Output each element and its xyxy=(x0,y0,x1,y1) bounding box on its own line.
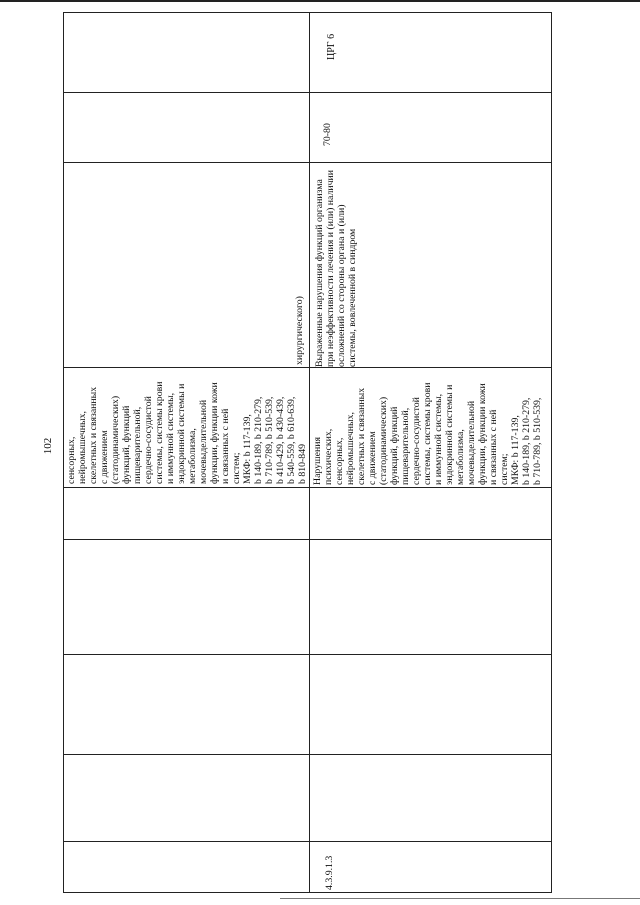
empty-cell xyxy=(64,755,310,842)
empty-cell xyxy=(310,655,552,755)
characteristic-bottom-text xyxy=(314,170,358,367)
impairments-cell-bottom xyxy=(310,368,552,488)
characteristic-line: системы, вовлеченной в синдром xyxy=(347,228,358,367)
text-line: систем; xyxy=(499,453,510,485)
impairments-cell-top xyxy=(64,368,310,488)
text-line: b 710-789, b 510-539, xyxy=(264,396,275,484)
text-line: эндокринной системы и xyxy=(444,384,455,485)
page-number: 102 xyxy=(42,437,54,455)
text-line: b 540-559, b 610-639, xyxy=(286,396,297,484)
text-line: b 410-429, b 430-439, xyxy=(275,396,286,484)
text-line: эндокринной системы и xyxy=(176,383,187,484)
percent-text: 70-80 xyxy=(322,123,333,146)
impairments-top-text xyxy=(66,382,308,484)
percent-cell-top xyxy=(64,93,310,163)
text-line: МКФ: b 117-139, xyxy=(242,414,253,484)
text-line: b 810-849 xyxy=(297,443,308,484)
text-line: Нарушения xyxy=(312,437,323,485)
text-line: с движением xyxy=(99,430,110,484)
classification-table xyxy=(63,12,552,893)
text-line: функций, функций xyxy=(121,405,132,484)
text-line: системы, системы крови xyxy=(154,381,165,484)
text-line: b 140-189, b 210-279, xyxy=(253,396,264,484)
empty-cell xyxy=(310,755,552,842)
item-number-cell-top xyxy=(64,842,310,893)
text-line: метаболизма, xyxy=(187,428,198,484)
text-line: психических, xyxy=(323,428,334,485)
item-number: 4.3.9.1.3 xyxy=(324,855,335,890)
bottom-border-line xyxy=(280,898,640,899)
characteristic-cell-top xyxy=(64,163,310,368)
code-text: ЦРГ 6 xyxy=(326,33,337,60)
text-line: скелетных и связанных xyxy=(356,387,367,485)
text-line: функций, функций xyxy=(389,406,400,485)
text-line: и связанных с ней xyxy=(488,409,499,485)
empty-cell xyxy=(64,488,310,540)
text-line: системы, системы крови xyxy=(422,382,433,485)
text-line: (статодинамических) xyxy=(378,396,389,485)
empty-cell xyxy=(64,540,310,655)
text-line: сердечно-сосудистой xyxy=(143,396,154,484)
text-line: функции, функции кожи xyxy=(209,382,220,484)
text-line: мочевыделительной xyxy=(466,400,477,485)
code-cell-bottom xyxy=(310,13,552,93)
text-line: с движением xyxy=(367,431,378,485)
text-line: (статодинамических) xyxy=(110,395,121,484)
item-number-cell-bottom xyxy=(310,842,552,893)
text-line: нейромышечных, xyxy=(345,412,356,485)
text-line: сердечно-сосудистой xyxy=(411,397,422,485)
percent-cell-bottom xyxy=(310,93,552,163)
characteristic-line: при неэффективности лечения и (или) наличии xyxy=(325,169,336,367)
empty-cell xyxy=(310,488,552,540)
text-line: b 140-189, b 210-279, xyxy=(521,397,532,485)
text-line: и иммунной системы, xyxy=(165,392,176,484)
text-line: функции, функции кожи xyxy=(477,383,488,485)
text-line: сенсорных, xyxy=(334,437,345,485)
text-line: систем; xyxy=(231,452,242,484)
text-line: сенсорных, xyxy=(66,436,77,484)
text-line: пищеварительной, xyxy=(132,406,143,484)
text-line: МКФ: b 117-139, xyxy=(510,415,521,485)
text-line: и связанных с ней xyxy=(220,408,231,484)
text-line: b 710-789, b 510-539, xyxy=(532,397,543,485)
text-line: мочевыделительной xyxy=(198,399,209,484)
empty-cell xyxy=(64,655,310,755)
text-line: скелетных и связанных xyxy=(88,386,99,484)
characteristic-cell-bottom xyxy=(310,163,552,368)
text-line: метаболизма, xyxy=(455,429,466,485)
characteristic-line: Выраженные нарушения функций организма xyxy=(314,179,325,367)
text-line: нейромышечных, xyxy=(77,411,88,484)
text-line: и иммунной системы, xyxy=(433,393,444,485)
characteristic-top-line: хирургического) xyxy=(294,296,305,365)
impairments-bottom-text xyxy=(312,383,543,485)
top-border-line xyxy=(0,0,640,2)
text-line: пищеварительной, xyxy=(400,407,411,485)
code-cell-top xyxy=(64,13,337,93)
characteristic-line: осложнений со стороны органа и (или) xyxy=(336,204,347,367)
characteristic-top-text xyxy=(294,296,305,365)
empty-cell xyxy=(310,540,552,655)
